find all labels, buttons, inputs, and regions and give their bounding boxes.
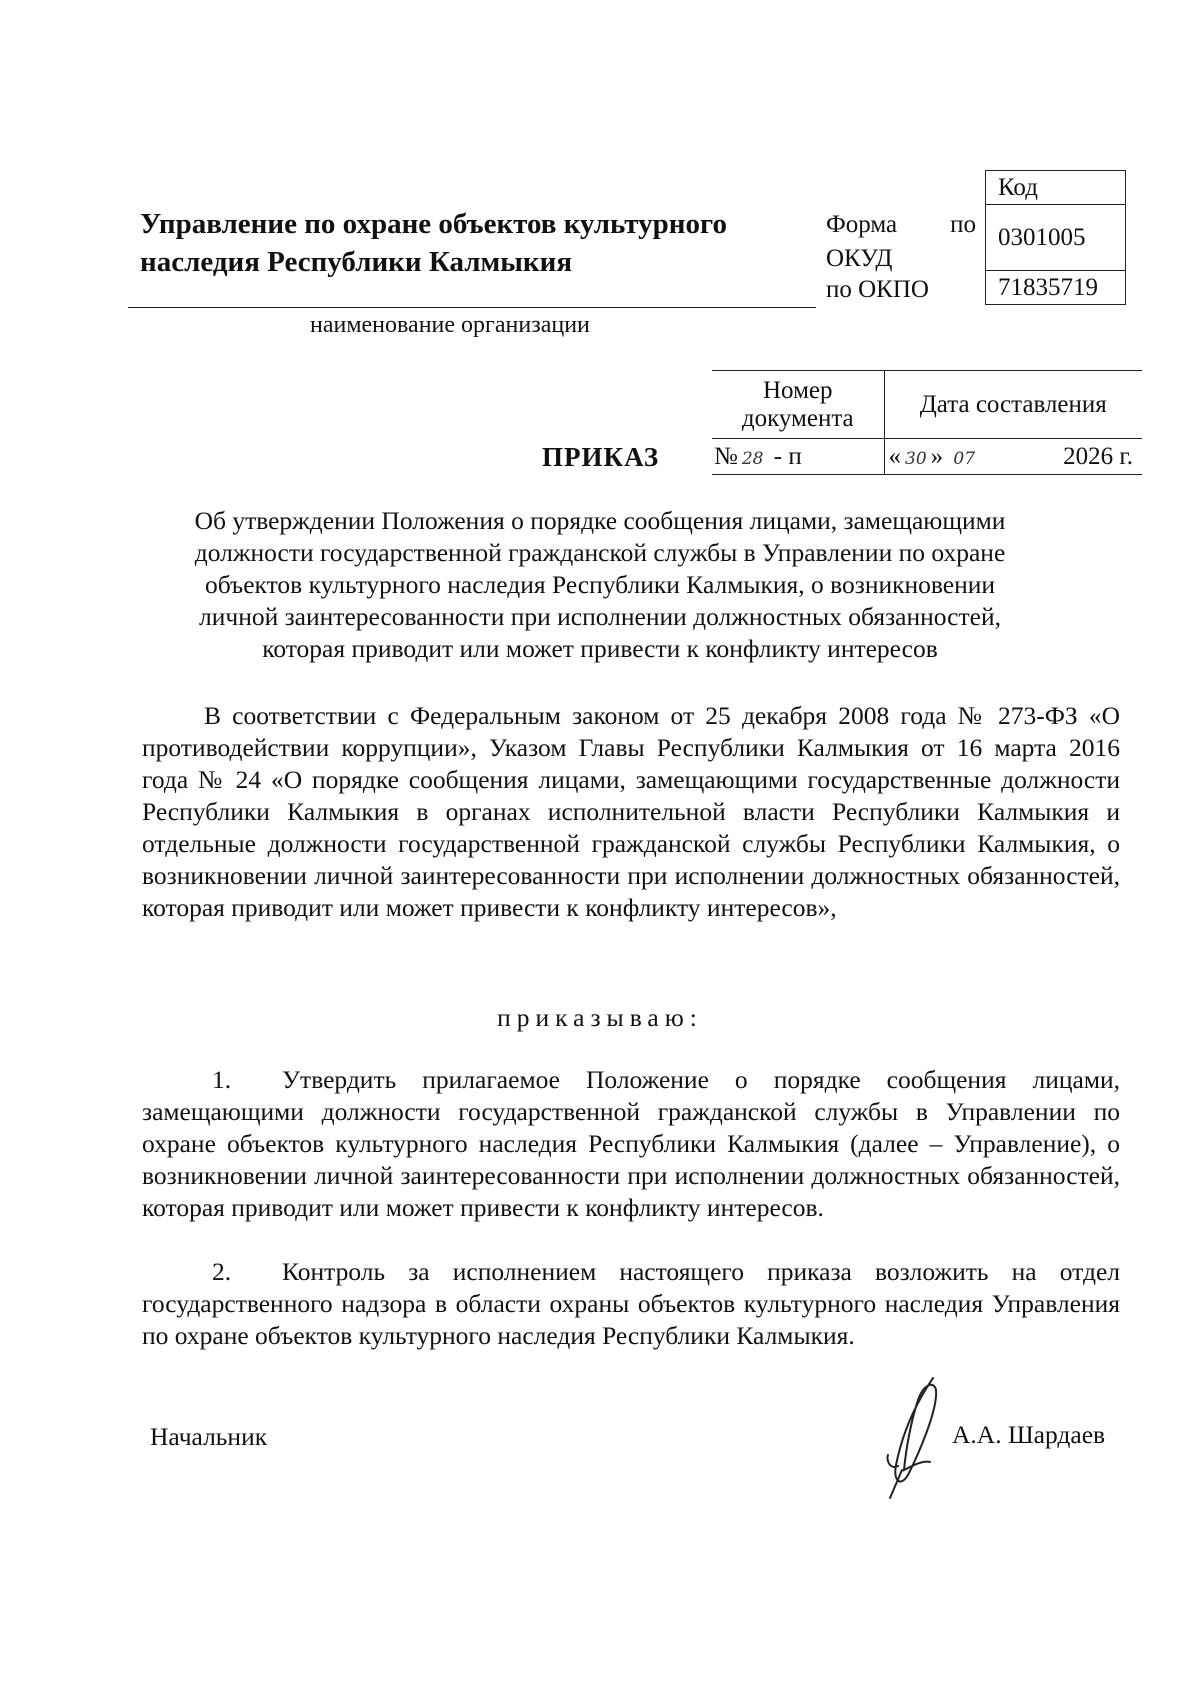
item-text: Утвердить прилагаемое Положение о порядке сообщения лицами, замещающими должности государственной гражданской службы в Управлении по охране объектов культурного наследия Республики Калмыкия (далее – Управление), о возникновении личной заинтересованности при исполнении должностных обязанностей, которая приводит или может привести к конфликту интересов. (142, 1065, 1120, 1222)
command-word: приказываю: (497, 1003, 703, 1032)
date-open-quote: « (888, 442, 901, 470)
date-day-handwritten: 30 (905, 448, 927, 469)
doc-number-header-line2: документа (741, 404, 854, 432)
date-month-handwritten: 07 (953, 448, 976, 469)
date-year: 2026 г. (1063, 442, 1133, 470)
organization-name (140, 205, 830, 281)
preamble-paragraph: В соответствии с Федеральным законом от 25 декабря 2008 года № 273-ФЗ «О противодействии коррупции», Указом Главы Республики Калмыкия от 16 марта 2016 года № 24 «О порядке сообщения лицами, замещающими государственные должности Республики Калмыкия в органах исполнительной власти Республики Калмыкия и отдельные должности государственной гражданской службы Республики Калмыкия, о возникновении личной заинтересованности при исполнении должностных обязанностей, которая приводит или может привести к конфликту интересов», (142, 701, 1120, 922)
document-number-date-table (712, 370, 1142, 475)
organization-underline (128, 307, 816, 308)
doc-number-value (712, 439, 884, 475)
date-close-quote: » (930, 442, 944, 470)
code-header: Код (986, 171, 1126, 205)
doc-number-suffix: - п (773, 442, 802, 470)
order-item-1 (142, 1064, 1120, 1224)
title-line: должности государственной гражданской службы в Управлении по охране (194, 538, 1006, 567)
signer-name: А.А. Шардаев (952, 1420, 1106, 1449)
organization-name-line1: Управление по охране объектов культурного (140, 208, 727, 240)
doc-number-header (712, 371, 884, 439)
doc-date-header: Дата составления (884, 371, 1142, 439)
title-line: личной заинтересованности при исполнении должностных обязанностей, (199, 602, 1001, 631)
title-line: Об утверждении Положения о порядке сообщения лицами, замещающими (194, 506, 1006, 535)
document-type: ПРИКАЗ (542, 442, 660, 472)
doc-number-prefix: № (714, 442, 738, 470)
doc-number-header-line1: Номер (763, 376, 833, 404)
po-word: по (950, 211, 976, 238)
forma-okud-label (826, 208, 976, 276)
organization-caption: наименование организации (310, 312, 590, 338)
signer-post: Начальник (150, 1422, 268, 1451)
okud-code: 0301005 (986, 205, 1126, 271)
document-title (150, 505, 1050, 665)
item-text: Контроль за исполнением настоящего приказа возложить на отдел государственного надзора в области охраны объектов культурного наследия Управления по охране объектов культурного наследия Республики Калмыкия. (142, 1257, 1120, 1350)
okpo-code: 71835719 (986, 271, 1126, 305)
doc-date-value (884, 439, 1142, 475)
item-number: 2. (212, 1257, 232, 1286)
okpo-label: по ОКПО (826, 276, 929, 303)
order-item-2 (142, 1256, 1120, 1352)
handwritten-signature (878, 1370, 958, 1500)
title-line: которая приводит или может привести к конфликту интересов (262, 634, 938, 663)
codes-table (985, 170, 1126, 305)
forma-word: Форма (826, 211, 898, 238)
item-number: 1. (212, 1065, 232, 1094)
okud-word: ОКУД (826, 245, 893, 272)
organization-name-line2: наследия Республики Калмыкия (140, 246, 573, 278)
doc-number-handwritten: 28 (741, 448, 764, 469)
title-line: объектов культурного наследия Республики Калмыкия, о возникновении (204, 570, 996, 599)
